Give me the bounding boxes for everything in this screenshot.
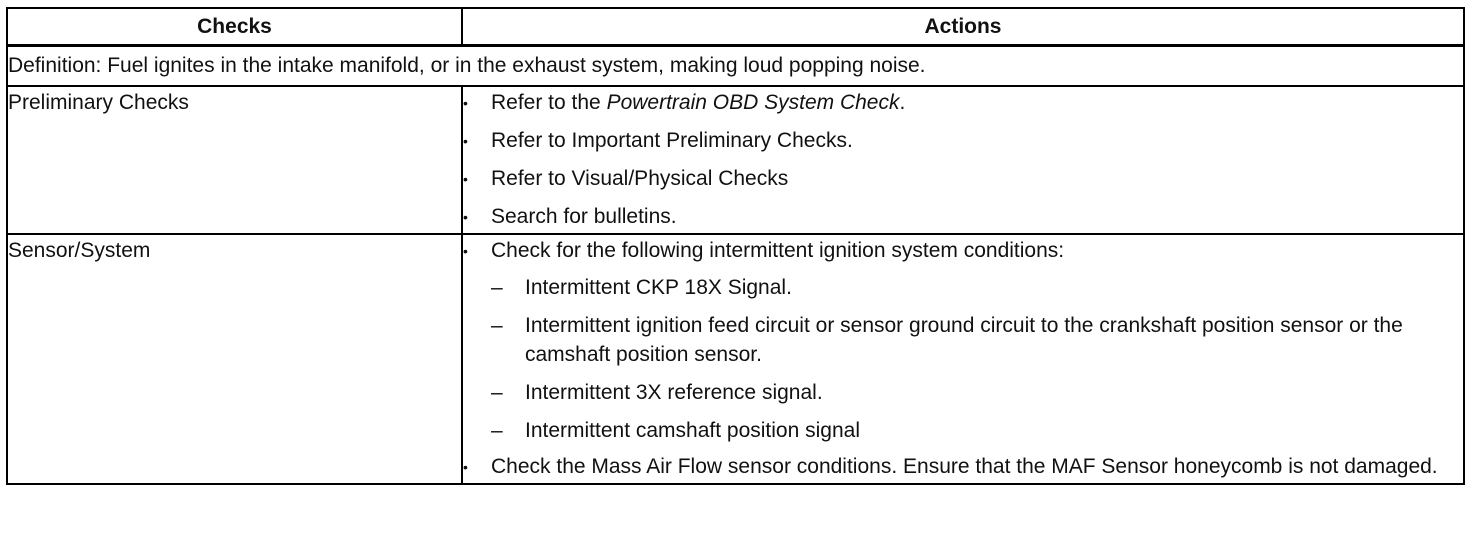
actions-cell [462, 234, 1464, 484]
sub-item-text: Intermittent 3X reference signal. [525, 381, 823, 404]
dash-icon: – [491, 276, 503, 299]
sub-item-text: Intermittent CKP 18X Signal. [525, 276, 792, 299]
diagnostic-table [6, 7, 1465, 485]
list-item [463, 235, 1463, 445]
sub-list-item [491, 416, 1463, 445]
bullet-icon: • [463, 209, 468, 225]
action-list [463, 235, 1463, 483]
item-reference-title: Powertrain OBD System Check [606, 91, 900, 114]
header-actions: Actions [462, 8, 1464, 46]
item-text: Check for the following intermittent ignition system conditions: [491, 239, 1065, 262]
dash-icon: – [491, 314, 503, 337]
list-item [463, 87, 1463, 119]
item-text: Search for bulletins. [491, 205, 677, 228]
list-item [463, 125, 1463, 157]
bullet-icon: • [463, 459, 468, 475]
action-list [463, 87, 1463, 233]
list-item [463, 451, 1463, 483]
sub-list-item [491, 273, 1463, 302]
item-text: Refer to Important Preliminary Checks. [491, 129, 853, 152]
list-item [463, 163, 1463, 195]
sub-item-text: Intermittent ignition feed circuit or sensor ground circuit to the crankshaft position sensor or the camshaft position sensor. [525, 314, 1403, 366]
header-row [7, 8, 1464, 46]
actions-cell [462, 86, 1464, 234]
bullet-icon: • [463, 133, 468, 149]
dash-icon: – [491, 381, 503, 404]
sub-item-text: Intermittent camshaft position signal [525, 419, 860, 442]
bullet-icon: • [463, 171, 468, 187]
definition-text: Definition: Fuel ignites in the intake manifold, or in the exhaust system, making loud popping noise. [7, 46, 1464, 87]
header-checks: Checks [7, 8, 462, 46]
item-suffix: . [899, 91, 906, 114]
item-text: Refer to Visual/Physical Checks [491, 167, 789, 190]
sub-list-item [491, 311, 1463, 369]
table-row [7, 86, 1464, 234]
item-prefix: Refer to the [491, 91, 607, 114]
dash-icon: – [491, 419, 503, 442]
bullet-icon: • [463, 95, 468, 111]
list-item [463, 201, 1463, 233]
definition-row [7, 46, 1464, 87]
bullet-icon: • [463, 243, 468, 259]
sub-list [491, 273, 1463, 445]
sub-list-item [491, 378, 1463, 407]
row-label-sensor-system: Sensor/System [7, 234, 462, 484]
row-label-preliminary-checks: Preliminary Checks [7, 86, 462, 234]
item-text: Check the Mass Air Flow sensor conditions. Ensure that the MAF Sensor honeycomb is not damaged. [491, 455, 1438, 478]
table-row [7, 234, 1464, 484]
